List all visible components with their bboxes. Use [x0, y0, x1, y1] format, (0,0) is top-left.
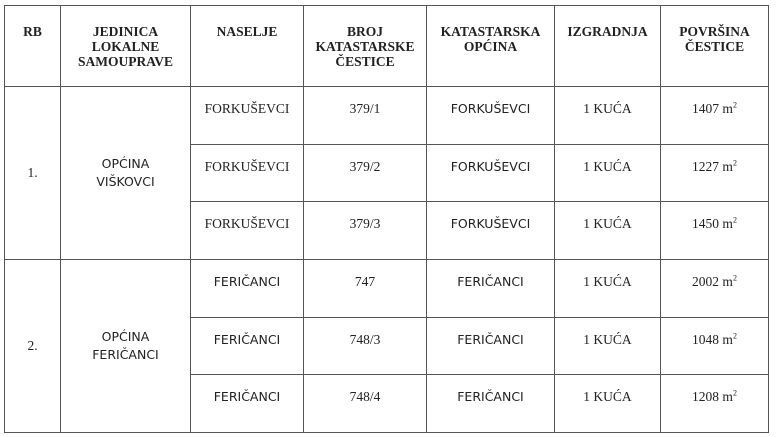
area-cell: 1048 $m^2$ [661, 317, 769, 375]
parcel-number-cell: 379/2 [304, 144, 427, 202]
settlement-cell: FORKUŠEVCI [191, 87, 304, 145]
cadastral-municipality-cell: FERIČANCI [427, 317, 555, 375]
construction-cell: 1 KUĆA [555, 317, 661, 375]
construction-cell: 1 KUĆA [555, 202, 661, 260]
header-row [5, 6, 769, 87]
parcel-table [4, 5, 769, 433]
settlement-cell: FERIČANCI [191, 317, 304, 375]
area-cell: 1450 $m^2$ [661, 202, 769, 260]
table-row [5, 87, 769, 145]
header-construction: IZGRADNJA [555, 6, 661, 87]
area-cell: 1227 $m^2$ [661, 144, 769, 202]
area-cell: 1407 $m^2$ [661, 87, 769, 145]
header-unit: JEDINICA LOKALNE SAMOUPRAVE [61, 6, 191, 87]
settlement-cell: FERIČANCI [191, 375, 304, 433]
parcel-number-cell: 748/3 [304, 317, 427, 375]
header-area: POVRŠINA ČESTICE [661, 6, 769, 87]
cadastral-municipality-cell: FORKUŠEVCI [427, 144, 555, 202]
header-settlement: NASELJE [191, 6, 304, 87]
area-cell: 2002 $m^2$ [661, 259, 769, 317]
construction-cell: 1 KUĆA [555, 87, 661, 145]
header-parcel-number: BROJ KATASTARSKE ČESTICE [304, 6, 427, 87]
header-cadastral-municipality: KATASTARSKA OPĆINA [427, 6, 555, 87]
table-row [5, 259, 769, 317]
parcel-number-cell: 379/1 [304, 87, 427, 145]
cadastral-municipality-cell: FERIČANCI [427, 375, 555, 433]
parcel-number-cell: 379/3 [304, 202, 427, 260]
unit-cell: OPĆINA VIŠKOVCI [61, 87, 191, 260]
cadastral-municipality-cell: FORKUŠEVCI [427, 87, 555, 145]
construction-cell: 1 KUĆA [555, 259, 661, 317]
settlement-cell: FORKUŠEVCI [191, 144, 304, 202]
parcel-number-cell: 747 [304, 259, 427, 317]
cadastral-municipality-cell: FERIČANCI [427, 259, 555, 317]
area-cell: 1208 $m^2$ [661, 375, 769, 433]
header-rb: RB [5, 6, 61, 87]
rb-cell: 2. [5, 259, 61, 432]
construction-cell: 1 KUĆA [555, 375, 661, 433]
settlement-cell: FERIČANCI [191, 259, 304, 317]
construction-cell: 1 KUĆA [555, 144, 661, 202]
unit-cell: OPĆINA FERIČANCI [61, 259, 191, 432]
cadastral-municipality-cell: FORKUŠEVCI [427, 202, 555, 260]
settlement-cell: FORKUŠEVCI [191, 202, 304, 260]
parcel-number-cell: 748/4 [304, 375, 427, 433]
rb-cell: 1. [5, 87, 61, 260]
